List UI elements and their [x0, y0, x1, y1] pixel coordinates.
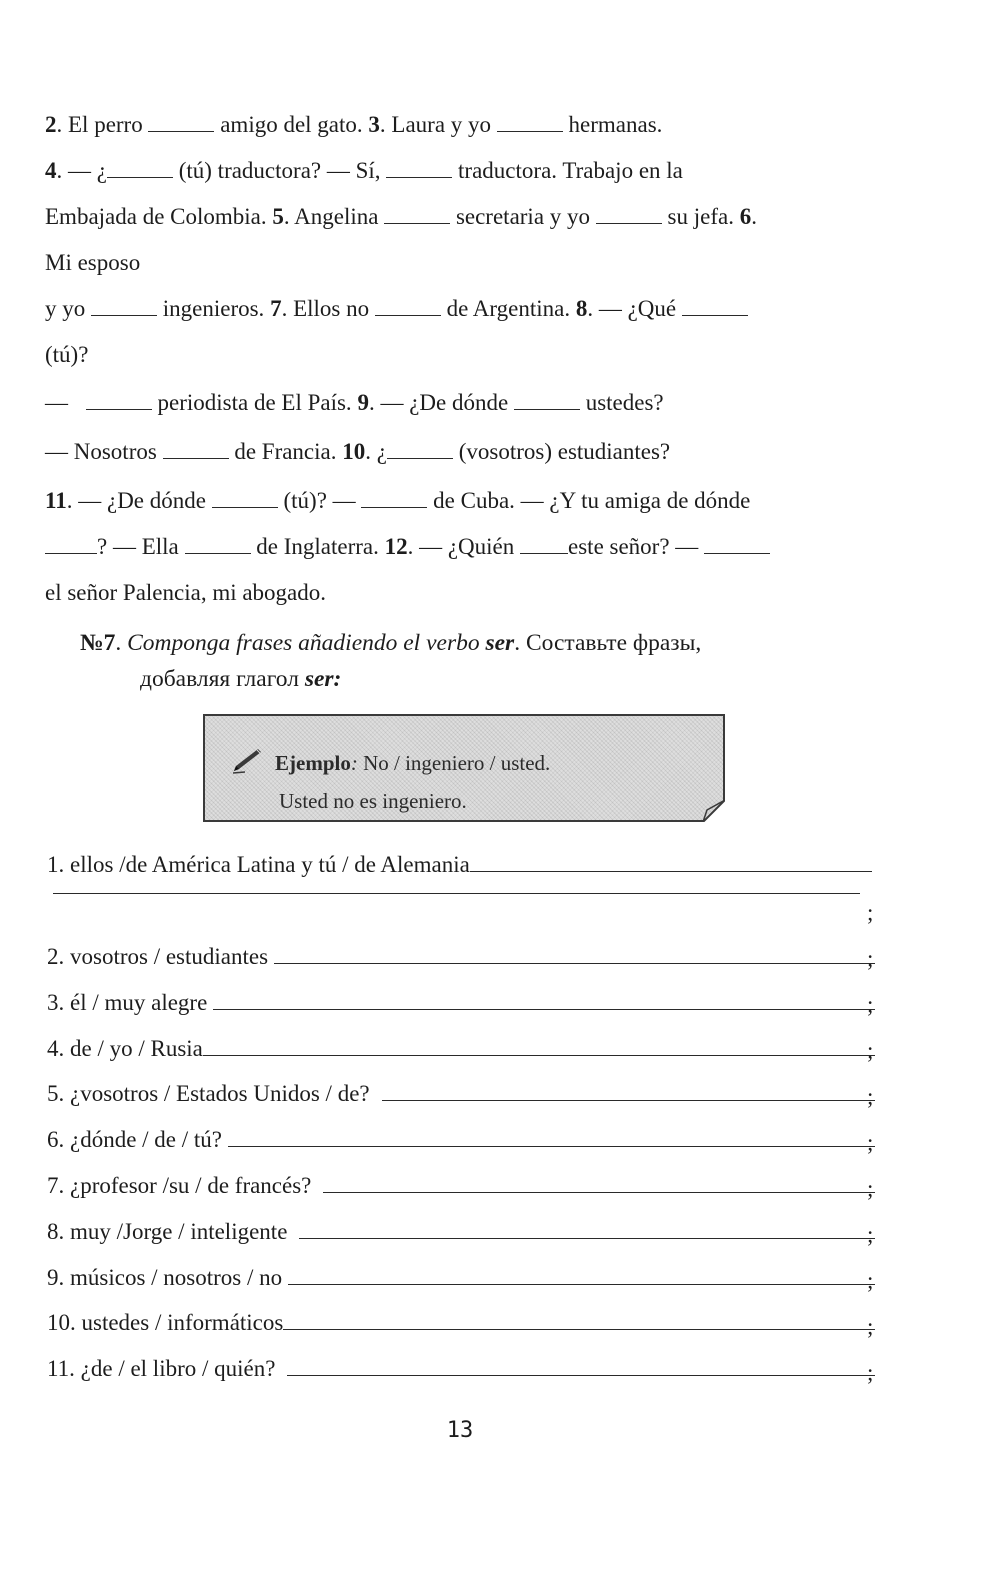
blank — [375, 295, 441, 316]
blank — [163, 438, 229, 459]
blank — [91, 295, 157, 316]
exercise-item: 2. vosotros / estudiantes — [47, 942, 875, 972]
pencil-icon — [231, 748, 265, 774]
ex6-line-8: — Nosotros de Francia. 10. ¿ (vosotros) estudiantes? — [45, 439, 671, 464]
blank — [384, 203, 450, 224]
exercise-item: 4. de / yo / Rusia — [47, 1034, 875, 1064]
exercise-item: 11. ¿de / el libro / quién? — [47, 1354, 875, 1384]
answer-line[interactable] — [299, 1220, 875, 1239]
blank — [520, 533, 568, 554]
page-number: 13 — [446, 1418, 474, 1443]
ex6-line-11: el señor Palencia, mi abogado. — [45, 580, 327, 605]
blank — [185, 533, 251, 554]
exercise-item: 8. muy /Jorge / inteligente — [47, 1217, 875, 1247]
exercise-item: 10. ustedes / informáticos — [47, 1308, 875, 1338]
example-content: Ejemplo: No / ingeniero / usted. Usted no es ingeniero. — [275, 744, 550, 820]
blank — [148, 111, 214, 132]
exercise-7-heading: №7. Componga frases añadiendo el verbo ser. Составьте фразы, добавляя глагол ser: — [80, 630, 702, 692]
blank — [704, 533, 770, 554]
blank — [86, 389, 152, 410]
answer-line[interactable] — [283, 1311, 875, 1330]
textbook-page: 2. El perro amigo del gato. 3. Laura y yo hermanas. 4. — ¿ (tú) traductora? — Sí, traductora. Trabajo en la Embajada de Colombia. 5. Angelina secretaria y yo su jefa. 6. Mi esposo y yo ingenieros. 7. Ellos no de Argentina. 8. — ¿Qué (tú)? — periodista de El País. 9. — ¿De dónde ustedes? — Nosotros de Francia. 10. ¿ (vosotros) estudiantes? 11. — ¿De dónde (tú)? — de Cuba. — ¿Y tu amiga de dónde ? — Ella de Inglaterra. 12. — ¿Quién este señor? — el señor Palencia, mi abogado. №7. Componga frases añadiendo el verbo ser. Составьте фразы, добавляя глагол ser: Ejemplo: No / ingeniero / usted. Usted no es ingeniero. 1. ellos /de América Latina y tú / de Alemania ; 2. vosotros / estudiantes ; 3. él / muy alegre ; 4. de / yo / Rusia ; 5. ¿vosotros / Estados Unidos / de? ; 6. ¿dónde / de / tú? ; 7. ¿profesor /su / de francés? ; 8. muy /Jorge / inteligente ; 9. músicos / nosotros / no ; 10. ustedes / informáticos ; 11. ¿de / el libro / quién? ; 13 — [0, 0, 1000, 1576]
answer-line[interactable] — [228, 1128, 875, 1147]
blank — [596, 203, 662, 224]
exercise-item: 1. ellos /de América Latina y tú / de Alemania — [47, 850, 872, 880]
exercise-item: 5. ¿vosotros / Estados Unidos / de? — [47, 1079, 875, 1109]
answer-line[interactable] — [213, 991, 875, 1010]
ex6-line-10: ? — Ella de Inglaterra. 12. — ¿Quién este señor? — — [45, 532, 770, 562]
exercise-item: 6. ¿dónde / de / tú? — [47, 1125, 875, 1155]
answer-line[interactable] — [203, 1037, 875, 1056]
ex6-line-5: y yo ingenieros. 7. Ellos no de Argentina. 8. — ¿Qué — [45, 294, 748, 324]
answer-line[interactable] — [288, 1266, 875, 1285]
answer-line[interactable] — [323, 1174, 875, 1193]
exercise-number: №7 — [80, 630, 116, 656]
ex6-line-3: Embajada de Colombia. 5. Angelina secretaria y yo su jefa. 6. — [45, 204, 757, 229]
example-prompt: No / ingeniero / usted. — [363, 751, 551, 775]
ex6-line-6: (tú)? — [45, 342, 89, 367]
exercise-item: 9. músicos / nosotros / no — [47, 1263, 875, 1293]
semicolon: ; — [867, 900, 874, 925]
answer-line[interactable] — [287, 1357, 875, 1376]
ex6-line-2: 4. — ¿ (tú) traductora? — Sí, traductora. Trabajo en la — [45, 158, 683, 183]
example-box — [203, 714, 725, 822]
ex6-line-4: Mi esposo — [45, 250, 141, 275]
ex6-line-9: 11. — ¿De dónde (tú)? — de Cuba. — ¿Y tu amiga de dónde — [45, 488, 751, 513]
blank — [514, 389, 580, 410]
answer-line[interactable] — [470, 853, 872, 872]
exercise-item: 7. ¿profesor /su / de francés? — [47, 1171, 875, 1201]
ex6-line-1: 2. El perro amigo del gato. 3. Laura y yo hermanas. — [45, 112, 663, 137]
ex6-line-7: — periodista de El País. 9. — ¿De dónde ustedes? — [45, 390, 664, 415]
exercise-item: 3. él / muy alegre — [47, 988, 875, 1018]
blank — [107, 157, 173, 178]
example-answer: Usted no es ingeniero. — [279, 789, 467, 813]
blank — [45, 533, 97, 554]
answer-line[interactable] — [53, 893, 860, 894]
blank — [361, 487, 427, 508]
folded-corner — [703, 800, 725, 822]
blank — [212, 487, 278, 508]
example-label: Ejemplo — [275, 751, 351, 775]
answer-line[interactable] — [274, 945, 875, 964]
answer-line[interactable] — [382, 1082, 875, 1101]
blank — [386, 157, 452, 178]
blank — [497, 111, 563, 132]
blank — [682, 295, 748, 316]
blank — [387, 438, 453, 459]
